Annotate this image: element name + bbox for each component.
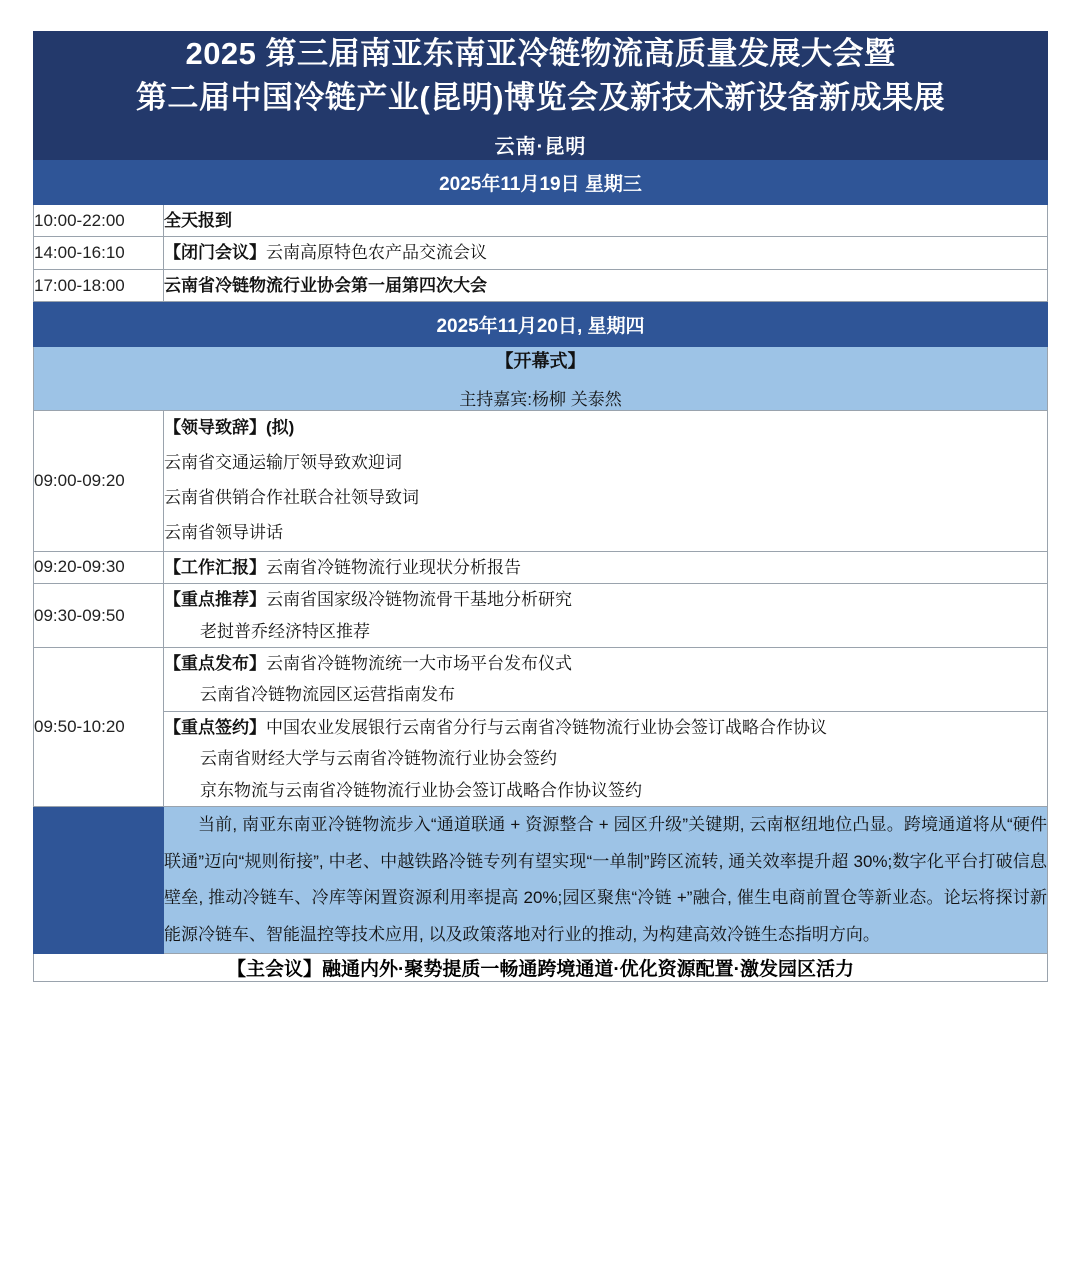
description-spacer-cell	[34, 807, 164, 954]
agenda-text: 中国农业发展银行云南省分行与云南省冷链物流行业协会签订战略合作协议	[266, 717, 827, 737]
day2-date-header: 2025年11月20日, 星期四	[34, 302, 1048, 347]
agenda-tag: 【重点签约】	[164, 717, 266, 737]
main-session-row	[34, 954, 1048, 982]
table-row	[34, 648, 1048, 712]
agenda-text: 云南省冷链物流园区运营指南发布	[200, 685, 455, 705]
agenda-text: 云南高原特色农产品交流会议	[266, 243, 487, 263]
agenda-line	[164, 743, 1047, 774]
agenda-line	[164, 775, 1047, 806]
content-cell	[164, 551, 1048, 583]
agenda-line	[164, 616, 1047, 647]
agenda-line	[164, 446, 1047, 481]
agenda-line	[164, 205, 1047, 236]
agenda-text: 云南省财经大学与云南省冷链物流行业协会签约	[200, 749, 557, 769]
content-cell	[164, 584, 1048, 648]
content-cell	[164, 237, 1048, 269]
description-cell	[164, 807, 1048, 954]
agenda-line	[164, 270, 1047, 301]
agenda-line	[164, 584, 1047, 615]
agenda-text: 老挝普乔经济特区推荐	[200, 621, 370, 641]
title-banner	[34, 32, 1048, 160]
content-cell	[164, 411, 1048, 551]
table-row	[34, 584, 1048, 648]
content-cell	[164, 205, 1048, 237]
agenda-text: (拟)	[266, 418, 295, 438]
time-cell: 09:30-09:50	[34, 584, 164, 648]
content-cell	[164, 269, 1048, 301]
agenda-tag: 【重点发布】	[164, 654, 266, 674]
time-cell: 09:50-10:20	[34, 648, 164, 807]
time-cell: 14:00-16:10	[34, 237, 164, 269]
time-cell: 09:00-09:20	[34, 411, 164, 551]
agenda-text: 云南省国家级冷链物流骨干基地分析研究	[266, 590, 572, 610]
conference-location: 云南·昆明	[494, 136, 587, 159]
description-row	[34, 807, 1048, 954]
agenda-tag: 【重点推荐】	[164, 590, 266, 610]
agenda-line	[164, 552, 1047, 583]
table-row	[34, 551, 1048, 583]
day1-date-header: 2025年11月19日 星期三	[34, 160, 1048, 205]
agenda-text: 云南省领导讲话	[164, 522, 283, 542]
agenda-text: 云南省交通运输厅领导致欢迎词	[164, 453, 402, 473]
time-cell: 09:20-09:30	[34, 551, 164, 583]
description-paragraph: 当前, 南亚东南亚冷链物流步入“通道联通 + 资源整合 + 园区升级”关键期, 云南枢纽地位凸显。跨境通道将从“硬件联通”迈向“规则衔接”, 中老、中越铁路冷链专列有望实现“一单制”跨区流转, 通关效率提升超 30%;数字化平台打破信息壁垒, 推动冷链车、冷库等闲置资源利用率提高 20%;园区聚焦“冷链 +”融合, 催生电商前置仓等新业态。论坛将探讨新能源冷链车、智能温控等技术应用, 以及政策落地对行业的推动, 为构建高效冷链生态指明方向。	[164, 815, 1047, 944]
agenda-line	[164, 679, 1047, 710]
agenda-text: 云南省供销合作社联合社领导致词	[164, 488, 419, 508]
agenda-line	[164, 481, 1047, 516]
agenda-line	[164, 237, 1047, 268]
opening-ceremony-row	[34, 347, 1048, 411]
agenda-text: 京东物流与云南省冷链物流行业协会签订战略合作协议签约	[200, 780, 642, 800]
title-banner-row	[34, 32, 1048, 160]
agenda-tag: 【闭门会议】	[164, 243, 266, 263]
agenda-tag: 【领导致辞】	[164, 418, 266, 438]
opening-ceremony-cell	[34, 347, 1048, 411]
main-session-title: 【主会议】融通内外·聚势提质一畅通跨境通道·优化资源配置·激发园区活力	[34, 954, 1048, 982]
agenda-line	[164, 411, 1047, 446]
agenda-line	[164, 648, 1047, 679]
table-row	[34, 269, 1048, 301]
day2-date-row	[34, 302, 1048, 347]
agenda-text: 云南省冷链物流行业现状分析报告	[266, 557, 521, 577]
time-cell: 17:00-18:00	[34, 269, 164, 301]
table-row	[34, 711, 1048, 806]
table-row	[34, 205, 1048, 237]
content-cell	[164, 648, 1048, 712]
opening-ceremony-title: 【开幕式】	[495, 351, 586, 372]
time-cell: 10:00-22:00	[34, 205, 164, 237]
opening-ceremony-host: 主持嘉宾:杨柳 关泰然	[459, 390, 622, 410]
conference-title-line-1: 2025 第三届南亚东南亚冷链物流高质量发展大会暨	[185, 36, 896, 71]
agenda-text: 云南省冷链物流行业协会第一届第四次大会	[164, 275, 487, 295]
content-cell	[164, 711, 1048, 806]
day1-date-row	[34, 160, 1048, 205]
agenda-tag: 【工作汇报】	[164, 557, 266, 577]
table-row	[34, 237, 1048, 269]
agenda-line	[164, 516, 1047, 551]
agenda-line	[164, 712, 1047, 743]
conference-agenda-table	[33, 31, 1048, 982]
agenda-text: 全天报到	[164, 211, 232, 231]
agenda-text: 云南省冷链物流统一大市场平台发布仪式	[266, 654, 572, 674]
table-row	[34, 411, 1048, 551]
conference-title-line-2: 第二届中国冷链产业(昆明)博览会及新技术新设备新成果展	[135, 80, 946, 116]
